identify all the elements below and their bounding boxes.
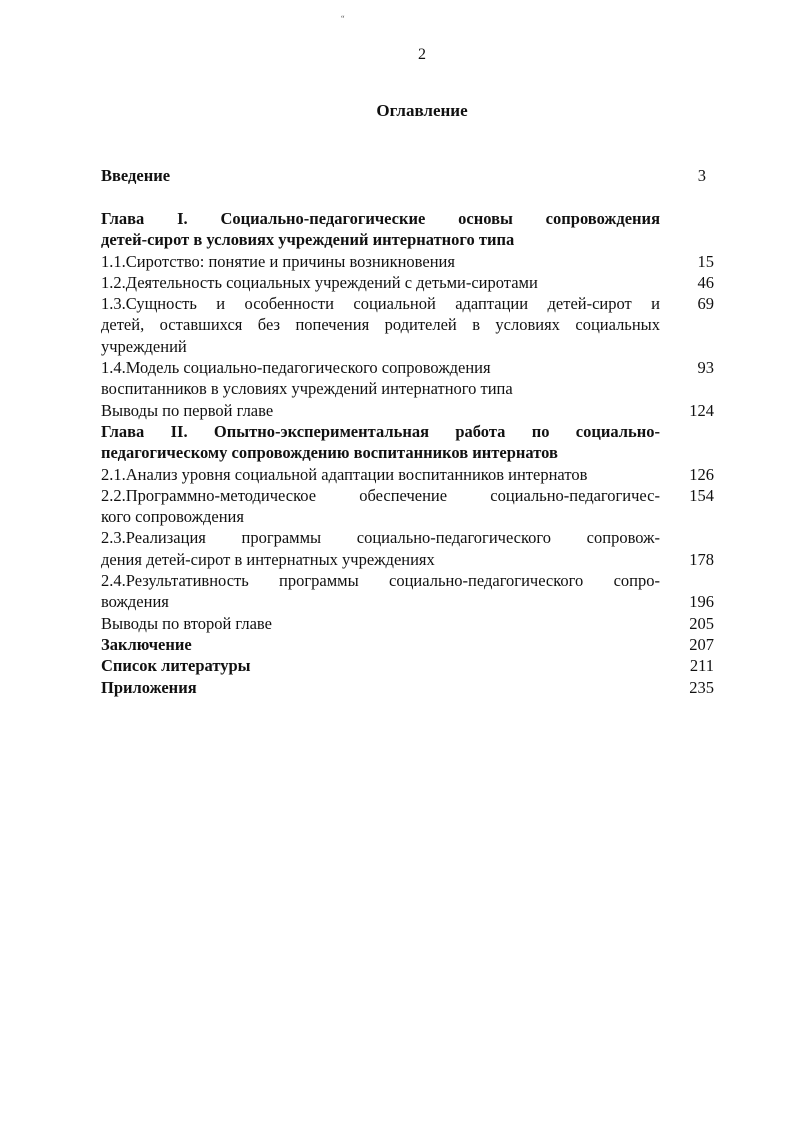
toc-entry-label: 2.4.Результативность программы социально-педагогического сопро- — [101, 571, 660, 591]
toc-chapter-1-heading — [101, 208, 714, 251]
toc-entry-label: Выводы по второй главе — [101, 613, 272, 633]
toc-entry-chapter-1-conclusions — [101, 400, 714, 421]
toc-entry-appendices — [101, 677, 714, 698]
toc-entry-label: воспитанников в условиях учреждений интернатного типа — [101, 379, 513, 399]
toc-entry-2-2 — [101, 485, 714, 528]
toc-heading-line: педагогическому сопровождению воспитанников интернатов — [101, 443, 558, 463]
toc-entry-label: 1.3.Сущность и особенности социальной адаптации детей-сирот и — [101, 294, 660, 314]
toc-entry-label: Выводы по первой главе — [101, 400, 274, 420]
toc-entry-1-2 — [101, 272, 714, 293]
toc-entry-label: Список литературы — [101, 656, 251, 676]
toc-entry-label: 1.1.Сиротство: понятие и причины возникновения — [101, 251, 455, 271]
toc-title: Оглавление — [376, 101, 468, 120]
toc-entry-label: детей, оставшихся без попечения родителей в условиях социальных — [101, 315, 660, 335]
toc-entry-1-1 — [101, 251, 714, 272]
toc-heading-line: Глава I. Социально-педагогические основы сопровождения — [101, 209, 660, 228]
toc-entry-page: 93 — [697, 358, 714, 378]
toc-entry-page: 178 — [689, 549, 714, 569]
toc-entry-page: 46 — [697, 272, 714, 292]
toc-entry-label: дения детей-сирот в интернатных учреждениях — [101, 549, 435, 569]
toc-entry-page: 207 — [689, 634, 714, 654]
toc-entry-label: Заключение — [101, 634, 192, 654]
toc-entry-page: 69 — [697, 294, 714, 314]
toc-entry-label: Приложения — [101, 677, 197, 697]
toc-entry-2-3 — [101, 527, 714, 570]
toc-entry-page: 211 — [689, 656, 714, 676]
toc-entry-label: вождения — [101, 592, 169, 612]
toc-entry-label: 1.4.Модель социально-педагогического сопровождения — [101, 358, 491, 378]
toc-entry-label: 2.3.Реализация программы социально-педагогического сопровож- — [101, 528, 660, 548]
toc-entry-label: кого сопровождения — [101, 507, 244, 527]
toc-entry-conclusion — [101, 634, 714, 655]
toc-entry-introduction — [101, 165, 714, 186]
table-of-contents — [101, 208, 714, 698]
scan-mark: “ — [341, 14, 345, 23]
toc-entry-page: 205 — [689, 613, 714, 633]
toc-entry-page: 235 — [689, 677, 714, 697]
toc-entry-1-3 — [101, 293, 714, 357]
toc-entry-label: 2.2.Программно-методическое обеспечение социально-педагогичес- — [101, 485, 660, 505]
toc-chapter-2-heading — [101, 421, 714, 464]
toc-entry-page: 3 — [697, 166, 706, 185]
toc-entry-label: учреждений — [101, 336, 187, 356]
toc-entry-page: 15 — [697, 251, 714, 271]
toc-entry-page: 154 — [689, 485, 714, 505]
toc-entry-1-4 — [101, 357, 714, 400]
toc-entry-2-4 — [101, 570, 714, 613]
toc-entry-2-1 — [101, 464, 714, 485]
toc-entry-page: 124 — [689, 400, 714, 420]
toc-entry-chapter-2-conclusions — [101, 613, 714, 634]
toc-entry-bibliography — [101, 655, 714, 676]
toc-entry-page: 126 — [689, 464, 714, 484]
toc-heading-line: детей-сирот в условиях учреждений интернатного типа — [101, 230, 515, 250]
toc-entry-label: Введение — [101, 166, 171, 185]
toc-heading-line: Глава II. Опытно-экспериментальная работа по социально- — [101, 421, 660, 441]
toc-entry-label: 1.2.Деятельность социальных учреждений с детьми-сиротами — [101, 272, 538, 292]
toc-entry-page: 196 — [689, 592, 714, 612]
page-number: 2 — [418, 46, 426, 63]
toc-entry-label: 2.1.Анализ уровня социальной адаптации воспитанников интернатов — [101, 464, 588, 484]
